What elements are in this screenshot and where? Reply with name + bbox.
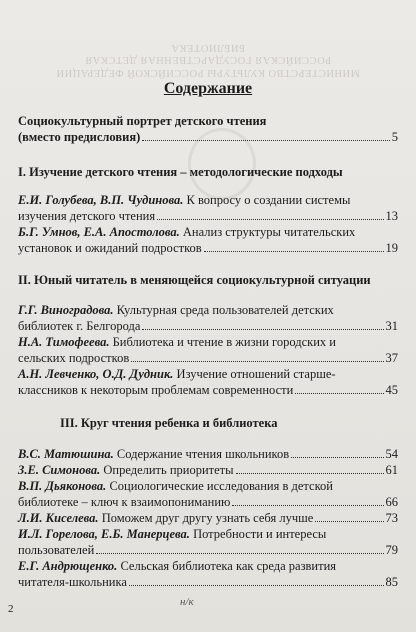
- toc-entry-andryushchenko[interactable]: [18, 559, 398, 574]
- entry-title-cont: установок и ожиданий подростков: [18, 241, 202, 255]
- toc-entry-timofeeva[interactable]: [18, 335, 398, 350]
- toc-page-number: 61: [385, 463, 398, 477]
- entry-title-cont: изучения детского чтения: [18, 209, 156, 223]
- entry-authors: З.Е. Симонова.: [18, 463, 101, 477]
- entry-title: Содержание чтения школьников: [113, 447, 290, 461]
- entry-title: К вопросу о создании системы: [183, 193, 351, 207]
- entry-authors: Г.Г. Виноградова.: [18, 303, 114, 317]
- entry-authors: Л.И. Киселева.: [18, 511, 99, 525]
- section-heading-1: I. Изучение детского чтения – методологические подходы: [18, 165, 343, 179]
- toc-entry-gorelova[interactable]: [18, 527, 398, 542]
- entry-title: Сельская библиотека как среда развития: [117, 559, 337, 573]
- toc-entry-golubeva-line2[interactable]: [18, 209, 398, 224]
- pencil-annotation: н/к: [180, 596, 194, 608]
- section-heading-3: III. Круг чтения ребенка и библиотека: [60, 416, 278, 430]
- toc-entry-text: (вместо предисловия): [18, 130, 141, 144]
- toc-entry-andryushchenko-line2[interactable]: [18, 575, 398, 590]
- entry-title: Определить приоритеты: [100, 463, 234, 477]
- entry-title: Потребности и интересы: [189, 527, 327, 541]
- entry-title-cont: библиотеке – ключ к взаимопониманию: [18, 495, 231, 509]
- entry-title: Культурная среда пользователей детских: [113, 303, 334, 317]
- entry-authors: В.С. Матюшина.: [18, 447, 114, 461]
- toc-page-number: 79: [385, 543, 398, 557]
- toc-page-number: 85: [385, 575, 398, 589]
- toc-page-number: 66: [385, 495, 398, 509]
- entry-title-cont: пользователей: [18, 543, 95, 557]
- dot-leader: [142, 140, 389, 141]
- entry-title-cont: читателя-школьника: [18, 575, 127, 589]
- toc-page-number: 45: [385, 383, 398, 397]
- entry-title: Поможем друг другу узнать себя лучше: [98, 511, 314, 525]
- toc-entry-timofeeva-line2[interactable]: [18, 351, 398, 366]
- toc-entry-umnov-line2[interactable]: [18, 241, 398, 256]
- toc-entry-matyushina[interactable]: [18, 447, 398, 462]
- toc-page-number: 5: [391, 130, 398, 144]
- section-heading-2: II. Юный читатель в меняющейся социокультурной ситуации: [18, 273, 371, 287]
- entry-authors: В.П. Дьяконова.: [18, 479, 107, 493]
- toc-entry-preface[interactable]: [18, 130, 398, 145]
- toc-page-number: 19: [385, 241, 398, 255]
- dot-leader: [291, 457, 383, 458]
- dot-leader: [131, 361, 383, 362]
- dot-leader: [129, 585, 384, 586]
- entry-authors: Б.Г. Умнов, Е.А. Апостолова.: [18, 225, 180, 239]
- dot-leader: [142, 329, 383, 330]
- entry-authors: Е.Г. Андрющенко.: [18, 559, 118, 573]
- dot-leader: [232, 505, 383, 506]
- entry-authors: Е.И. Голубева, В.П. Чудинова.: [18, 193, 184, 207]
- page-number: 2: [8, 603, 14, 615]
- toc-entry-kiseleva[interactable]: [18, 511, 398, 526]
- toc-entry-preface-line1[interactable]: Социокультурный портрет детского чтения: [18, 114, 267, 128]
- dot-leader: [236, 473, 384, 474]
- toc-page-number: 31: [385, 319, 398, 333]
- toc-entry-vinogradova-line2[interactable]: [18, 319, 398, 334]
- entry-authors: Н.А. Тимофеева.: [18, 335, 110, 349]
- entry-title: Библиотека и чтение в жизни городских и: [109, 335, 336, 349]
- toc-entry-dyakonova-line2[interactable]: [18, 495, 398, 510]
- entry-title-cont: библиотек г. Белгорода: [18, 319, 141, 333]
- entry-title: Анализ структуры читательских: [179, 225, 356, 239]
- entry-authors: А.Н. Левченко, О.Д. Дудник.: [18, 367, 174, 381]
- toc-entry-umnov[interactable]: [18, 225, 398, 240]
- toc-entry-golubeva[interactable]: [18, 193, 398, 208]
- entry-title: Социологические исследования в детской: [106, 479, 333, 493]
- toc-page-number: 37: [385, 351, 398, 365]
- toc-entry-levchenko-line2[interactable]: [18, 383, 398, 398]
- entry-title-cont: сельских подростков: [18, 351, 130, 365]
- toc-page-number: 73: [385, 511, 398, 525]
- dot-leader: [295, 393, 383, 394]
- toc-entry-vinogradova[interactable]: [18, 303, 398, 318]
- toc-entry-levchenko[interactable]: [18, 367, 398, 382]
- toc-page-number: 54: [385, 447, 398, 461]
- bleed-through-text: МИНИСТЕРСТВО КУЛЬТУРЫ РОССИЙСКОЙ ФЕДЕРАЦИИ РОССИЙСКАЯ ГОСУДАРСТВЕННАЯ ДЕТСКАЯ БИБЛИОТЕКА: [56, 41, 360, 78]
- entry-title-cont: классников к некоторым проблемам современности: [18, 383, 294, 397]
- dot-leader: [315, 521, 383, 522]
- dot-leader: [96, 553, 383, 554]
- toc-entry-simonova[interactable]: [18, 463, 398, 478]
- dot-leader: [204, 251, 384, 252]
- toc-entry-gorelova-line2[interactable]: [18, 543, 398, 558]
- dot-leader: [157, 219, 383, 220]
- toc-page-number: 13: [385, 209, 398, 223]
- page-title: Содержание: [163, 80, 253, 97]
- entry-title: Изучение отношений старше-: [173, 367, 336, 381]
- toc-entry-dyakonova[interactable]: [18, 479, 398, 494]
- entry-authors: И.Л. Горелова, Е.Б. Манерцева.: [18, 527, 190, 541]
